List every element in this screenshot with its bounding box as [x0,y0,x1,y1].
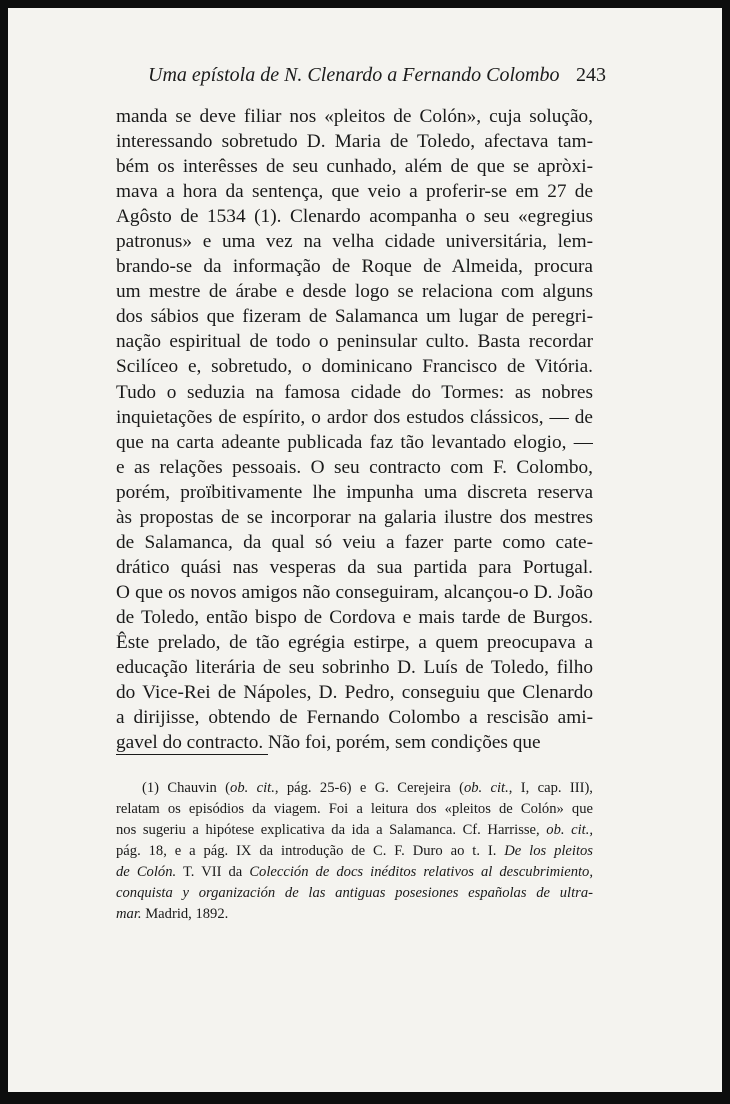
footnote-citation: mar. [116,906,142,923]
footnote-line [116,778,593,799]
body-text [116,104,593,755]
text-line: educação literária de seu sobrinho D. Luís de Toledo, filho [116,657,593,679]
text-line: um mestre de árabe e desde logo se relaciona com alguns [116,281,593,303]
footnote-line [116,862,593,883]
text-line: do Vice-Rei de Nápoles, D. Pedro, conseguiu que Clenardo [116,682,593,704]
footnote-text: Madrid, 1892. [145,906,229,923]
footnote-text: , I, cap. III), [508,780,593,796]
footnote-text: (1) Chauvin ( [142,780,231,796]
footnote-text: pág. 18, e a pág. IX da introdução de C. F. Duro ao t. I. [116,843,497,860]
text-line: inquietações de espírito, o ardor dos estudos clássicos, — de [116,406,593,428]
text-line: Tudo o seduzia na famosa cidade do Tormes: as nobres [116,381,593,403]
footnote-citation: de Colón. [116,864,177,881]
text-line: interessando sobretudo D. Maria de Toledo, afectava tam- [116,131,593,153]
text-line: Êste prelado, de tão egrégia estirpe, a quem preocupava a [116,631,593,653]
text-line: drático quási nas vesperas da sua partida para Portugal. [116,556,593,578]
text-line: mava a hora da sentença, que veio a proferir-se em 27 de [116,181,593,203]
footnote-text: nos sugeriu a hipótese explicativa da ida a Salamanca. Cf. Harrisse, [116,822,540,839]
running-head [148,64,606,87]
text-line: manda se deve filiar nos «pleitos de Colón», cuja solução, [116,106,593,127]
footnote-citation: ob. cit. [230,780,275,796]
text-line: de Salamanca, da qual só veiu a fazer parte como cate- [116,531,593,553]
footnote-line [116,904,593,925]
footnote [116,778,593,925]
text-line: Scilíceo e, sobretudo, o dominicano Francisco de Vitória. [116,356,593,378]
footnote-text: , pág. 25-6) e G. Cerejeira ( [274,780,464,796]
text-line: Agôsto de 1534 (1). Clenardo acompanha o seu «egregius [116,206,593,228]
footnote-citation: ob. cit. [463,780,509,796]
running-head-title: Uma epístola de N. Clenardo a Fernando Colombo [148,64,560,86]
text-line: bém os interêsses de seu cunhado, além de que se apròxi- [116,156,593,178]
text-line: porém, proïbitivamente lhe impunha uma discreta reserva [116,481,593,503]
footnote-citation: conquista y organización de las antiguas posesiones españolas de ultra- [116,885,593,902]
text-line: que na carta adeante publicada faz tão levantado elogio, — [116,431,593,453]
footnote-line [116,841,593,862]
text-line: às propostas de se incorporar na galaria ilustre dos mestres [116,506,593,528]
text-line: e as relações pessoais. O seu contracto com F. Colombo, [116,456,593,478]
footnote-citation: De los pleitos [504,843,593,860]
footnote-separator [116,754,268,755]
text-line: a dirijisse, obtendo de Fernando Colombo a rescisão ami- [116,707,593,729]
footnote-line [116,883,593,904]
footnote-line [116,820,593,841]
text-line: O que os novos amigos não conseguiram, alcançou-o D. João [116,581,593,603]
footnote-citation: Colección de docs inéditos relativos al descubrimiento, [249,864,593,881]
text-line: patronus» e uma vez na velha cidade universitária, lem- [116,231,593,253]
footnote-line: relatam os episódios da viagem. Foi a leitura dos «pleitos de Colón» que [116,801,593,818]
text-line: dos sábios que fizeram de Salamanca um lugar de peregri- [116,306,593,328]
text-line: gavel do contracto. Não foi, porém, sem condições que [116,732,541,754]
footnote-text: T. VII da [182,864,243,881]
page-number: 243 [576,64,606,86]
book-page [8,8,722,1092]
text-line: de Toledo, então bispo de Cordova e mais tarde de Burgos. [116,606,593,628]
text-line: nação espiritual de todo o peninsular culto. Basta recordar [116,331,593,353]
text-line: brando-se da informação de Roque de Almeida, procura [116,256,593,278]
footnote-citation: ob. cit., [546,822,593,839]
